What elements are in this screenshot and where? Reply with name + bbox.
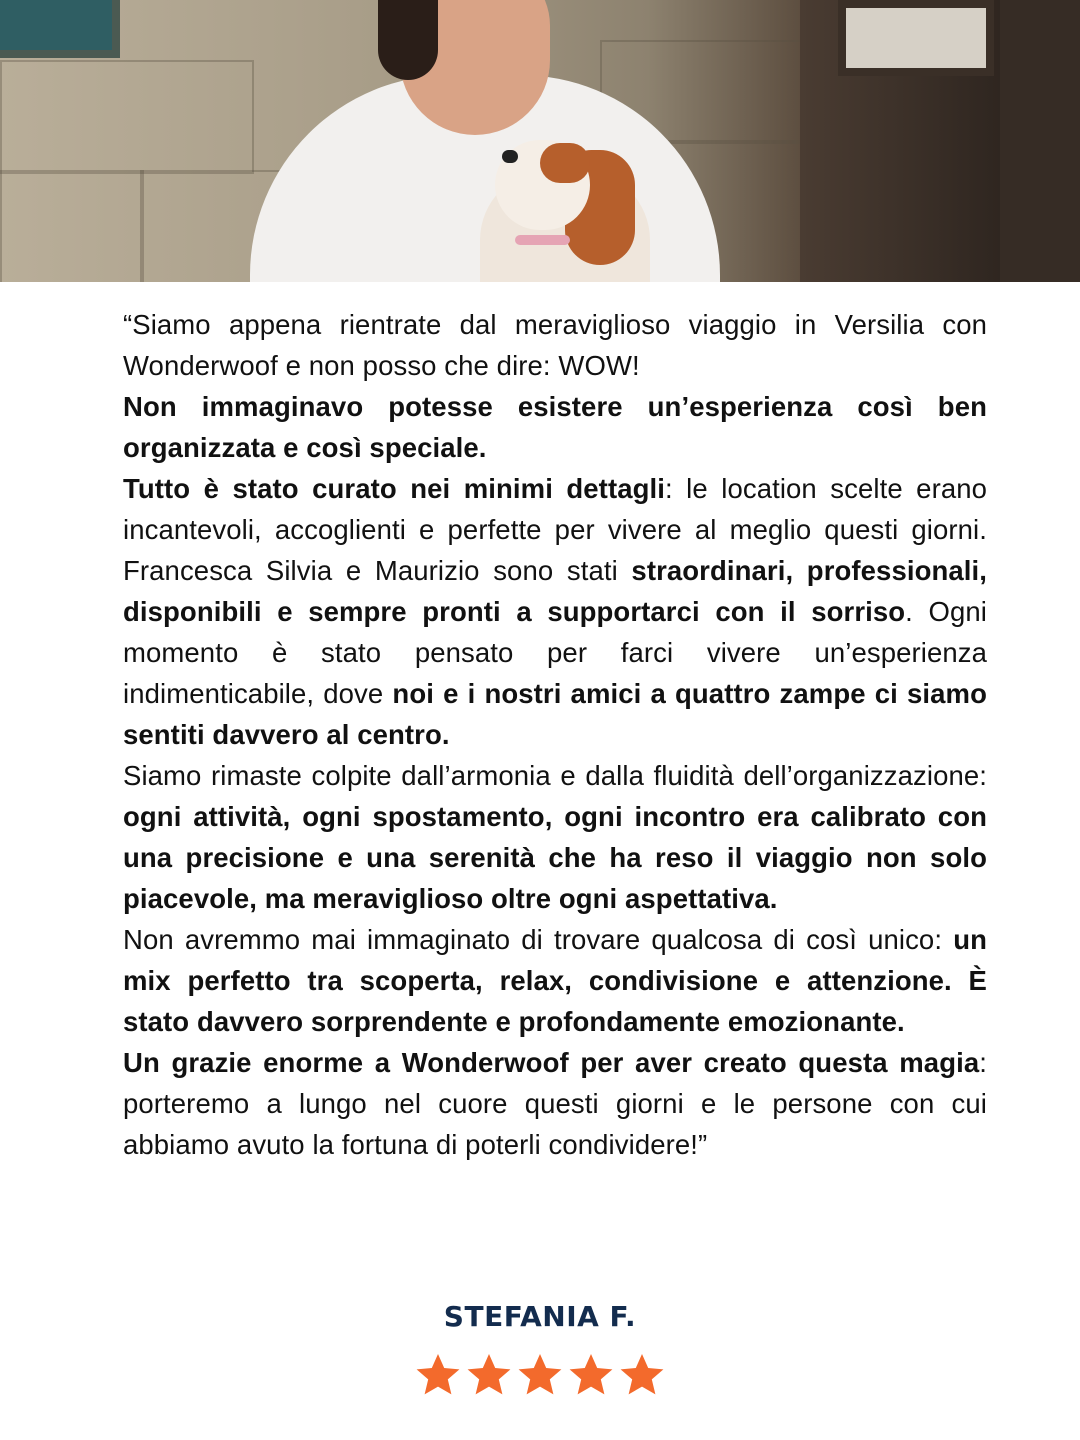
dog-patch (540, 143, 590, 183)
text-span: Non avremmo mai immaginato di trovare qualcosa di così unico: (123, 924, 954, 955)
person-hair (378, 0, 438, 80)
review-paragraph (123, 919, 987, 1042)
dog-nose (502, 150, 518, 163)
star-icon (465, 1351, 513, 1399)
review-paragraph (123, 468, 987, 755)
wall-block (0, 170, 144, 282)
author-name: STEFANIA F. (443, 1300, 637, 1333)
bold-text: Non immaginavo potesse esistere un’esperienza così ben organizzata e così speciale. (123, 391, 987, 463)
star-icon (618, 1351, 666, 1399)
star-icon (516, 1351, 564, 1399)
door-strip (1000, 0, 1080, 282)
text-span: Siamo rimaste colpite dall’armonia e dalla fluidità dell’organizzazione: (123, 760, 987, 791)
review-paragraph (123, 755, 987, 919)
text-span: : le location scelte erano incantevoli, accoglienti e perfette per vivere al meglio questi giorni. Francesca Silvia e Maurizio sono stati (123, 473, 988, 586)
bold-text: straordinari, professionali, disponibili e sempre pronti a supportarci con il sorriso (123, 555, 987, 627)
bold-text: Tutto è stato curato nei minimi dettagli (123, 473, 665, 504)
dog-collar (515, 235, 570, 245)
bold-text: Un grazie enorme a Wonderwoof per aver creato questa magia (123, 1047, 980, 1078)
review-paragraph (123, 1042, 987, 1165)
window-frame (0, 0, 120, 58)
review-paragraph (123, 386, 987, 468)
bold-text: noi e i nostri amici a quattro zampe ci siamo sentiti davvero al centro. (123, 678, 987, 750)
bold-text: ogni attività, ogni spostamento, ogni incontro era calibrato con una precisione e una serenità che ha reso il viaggio non solo piacevole, ma meraviglioso oltre ogni aspettativa. (123, 801, 987, 914)
review-text (123, 304, 987, 1165)
star-icon (567, 1351, 615, 1399)
review-paragraph (123, 304, 987, 386)
star-icon (414, 1351, 462, 1399)
door-panel (838, 0, 994, 76)
text-span: : porteremo a lungo nel cuore questi giorni e le persone con cui abbiamo avuto la fortuna di poterli condividere!” (123, 1047, 987, 1160)
header-photo (0, 0, 1080, 282)
star-rating (0, 1351, 1080, 1399)
bold-text: un mix perfetto tra scoperta, relax, condivisione e attenzione. È stato davvero sorprendente e profondamente emozionante. (123, 924, 987, 1037)
text-span: “Siamo appena rientrate dal meraviglioso viaggio in Versilia con Wonderwoof e non posso che dire: WOW! (123, 309, 987, 381)
wall-block (0, 60, 254, 174)
text-span: . Ogni momento è stato pensato per farci vivere un’esperienza indimenticabile, dove (123, 596, 987, 709)
